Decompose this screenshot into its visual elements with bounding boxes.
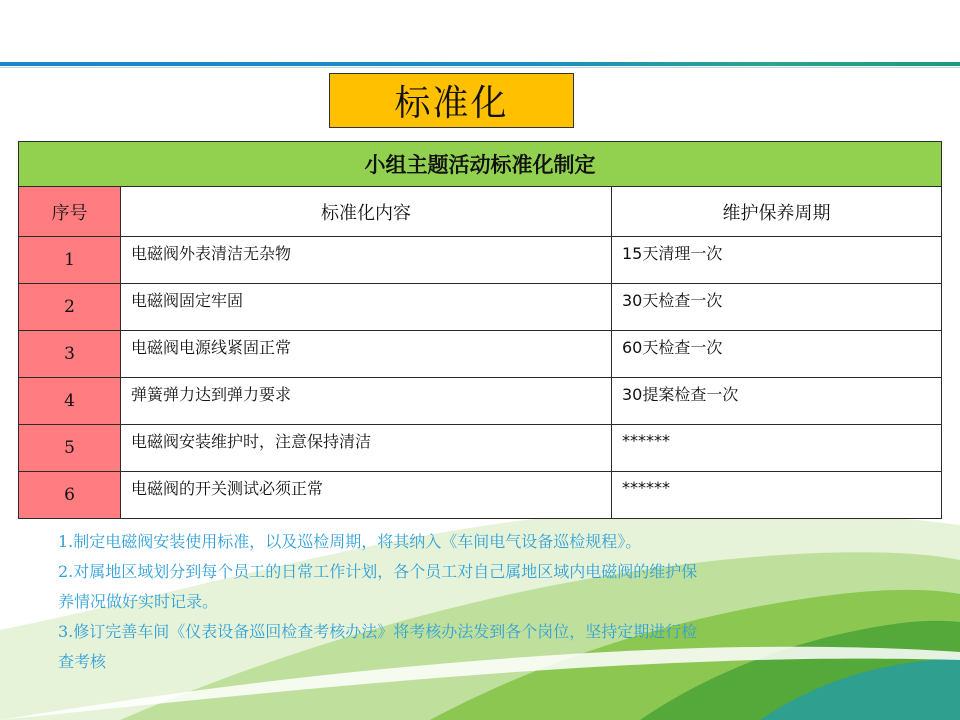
row-cycle xyxy=(612,284,942,331)
note-line: 3.修订完善车间《仪表设备巡回检查考核办法》将考核办法发到各个岗位，坚持定期进行检 xyxy=(58,622,698,641)
row-content-text: 电磁阀外表清洁无杂物 xyxy=(131,243,292,263)
header-content: 标准化内容 xyxy=(121,187,612,237)
table-caption-row xyxy=(19,142,942,187)
header-cycle: 维护保养周期 xyxy=(612,187,942,237)
table-row xyxy=(19,284,942,331)
table-row xyxy=(19,378,942,425)
note-line: 1.制定电磁阀安装使用标准，以及巡检周期，将其纳入《车间电气设备巡检规程》。 xyxy=(58,532,642,551)
row-content xyxy=(121,472,612,519)
table-row xyxy=(19,425,942,472)
note-line: 查考核 xyxy=(58,652,107,671)
table-row xyxy=(19,472,942,519)
row-index: 3 xyxy=(19,331,121,378)
row-index: 6 xyxy=(19,472,121,519)
table-header-row xyxy=(19,187,942,237)
row-cycle-text: 15天清理一次 xyxy=(622,243,723,263)
row-index: 5 xyxy=(19,425,121,472)
row-cycle xyxy=(612,378,942,425)
row-content xyxy=(121,237,612,284)
row-cycle-text: 30提案检查一次 xyxy=(622,384,739,404)
table-row xyxy=(19,237,942,284)
row-content xyxy=(121,284,612,331)
header-rule-thin xyxy=(0,67,960,68)
row-cycle xyxy=(612,425,942,472)
row-cycle-text: 60天检查一次 xyxy=(622,337,723,357)
table-caption: 小组主题活动标准化制定 xyxy=(19,142,942,187)
row-cycle-text: ****** xyxy=(622,430,670,450)
row-index: 2 xyxy=(19,284,121,331)
header-rule xyxy=(0,62,960,66)
row-content-text: 电磁阀安装维护时，注意保持清洁 xyxy=(131,431,372,451)
row-cycle-text: 30天检查一次 xyxy=(622,290,723,310)
row-index: 4 xyxy=(19,378,121,425)
row-content-text: 电磁阀固定牢固 xyxy=(131,290,244,310)
note-line: 养情况做好实时记录。 xyxy=(58,592,219,611)
notes-block xyxy=(58,527,818,677)
row-index: 1 xyxy=(19,237,121,284)
row-cycle xyxy=(612,237,942,284)
header-index: 序号 xyxy=(19,187,121,237)
row-content-text: 弹簧弹力达到弹力要求 xyxy=(131,384,292,404)
row-content xyxy=(121,331,612,378)
row-content xyxy=(121,378,612,425)
row-cycle-text: ****** xyxy=(622,477,670,497)
row-cycle xyxy=(612,331,942,378)
standardization-table xyxy=(18,141,942,519)
row-content-text: 电磁阀的开关测试必须正常 xyxy=(131,478,324,498)
page-title: 标准化 xyxy=(329,73,574,128)
row-content xyxy=(121,425,612,472)
note-line: 2.对属地区域划分到每个员工的日常工作计划，各个员工对自己属地区域内电磁阀的维护保 xyxy=(58,562,698,581)
row-content-text: 电磁阀电源线紧固正常 xyxy=(131,337,292,357)
table-row xyxy=(19,331,942,378)
row-cycle xyxy=(612,472,942,519)
